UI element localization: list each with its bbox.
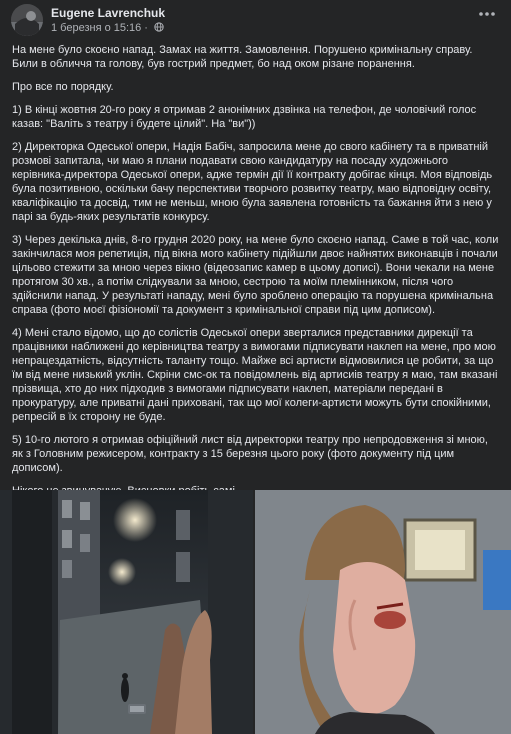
post-paragraph: 2) Директорка Одеської опери, Надія Бабіч, запросила мене до свого кабінету та в приватній розмові запитала, чи маю я плани подавати свою кандидатуру на посаду художнього керівника-директора Одеської опери, адже термін дії її контракту добігає кінця. Моя відповідь була позитивною, оскільки бачу перспективи творчого розвитку театру, маю відповідну освіту, кваліфікацію та досвід, тим не меньш, мною була заявлена готовність та бажання йти з нею у парі за будь-яких результатів конкурсу. [12,141,493,223]
injury-photo-image [255,490,511,734]
post-paragraph: Про все по порядку. [12,81,114,93]
post-paragraph: 5) 10-го лютого я отримав офіційний лист від директорки театру про непродовження зі мною, як з Головним режисером, контракту з 15 березня цього року (фото документу під цим дописом). [12,434,488,474]
more-options-icon[interactable] [477,9,497,19]
globe-icon[interactable] [154,22,164,32]
post-paragraph: 4) Мені стало відомо, що до солістів Одеської опери зверталися представники дирекції та працівники наближені до керівництва театру з вимогами підписувати наклеп на мене, про мою непрацездатність, відсутність таланту тощо. Майже всі артисти відмовилися це робити, за що їм від мене низький уклін. Скріни смс-ок та повідомлень від артисиів театру я маю, там вказані прізвища, хто до них підходив з вимогами підписувати наклеп, матеріали передані в прокуратуру, але приватні дані приховані, так що мої колеги-артисти можуть бути спокійними, репресій в їх сторону не буде. [12,327,498,423]
meta-separator: · [144,22,148,34]
post-meta [51,22,164,34]
post-header [0,0,511,40]
photo-cctv-video[interactable] [0,490,253,734]
avatar-photo [11,4,43,36]
cctv-video-image [0,490,253,734]
post-photos [0,490,511,734]
photo-injury[interactable] [255,490,511,734]
author-avatar[interactable] [11,4,43,36]
post-timestamp[interactable]: 1 березня о 15:16 [51,22,142,34]
author-name[interactable]: Eugene Lavrenchuk [51,6,166,20]
post-paragraph: 3) Через декілька днів, 8-го грудня 2020 року, на мене було скоєно напад. Саме в той час, коли закінчилася моя репетиція, під вікна мого кабінету підійшли двоє найнятих виконавців і почали цільово стежити за мною через вікно (відеозапис камер в цьому дописі). Вони чекали на мене протягом 30 хв., а потім слідкували за мною, сестрою та моїм племінником, після чого здійснили напад. У результаті нападу, мені було зроблено операцію та порушена кримінальна справа (фото моєї фізіономії та документ з кримінальної справи під цим дописом). [12,234,499,316]
post-body [12,43,500,507]
post-paragraph: 1) В кінці жовтня 20-го року я отримав 2 анонімних дзвінка на телефон, де чоловічий голос казав: "Валіть з театру і будете цілий". На "ви")) [12,104,477,130]
post-paragraph: На мене було скоєно напад. Замах на життя. Замовлення. Порушено кримінальну справу. Били в обличчя та голову, був гострий предмет, бо над оком різане поранення. [12,44,473,70]
